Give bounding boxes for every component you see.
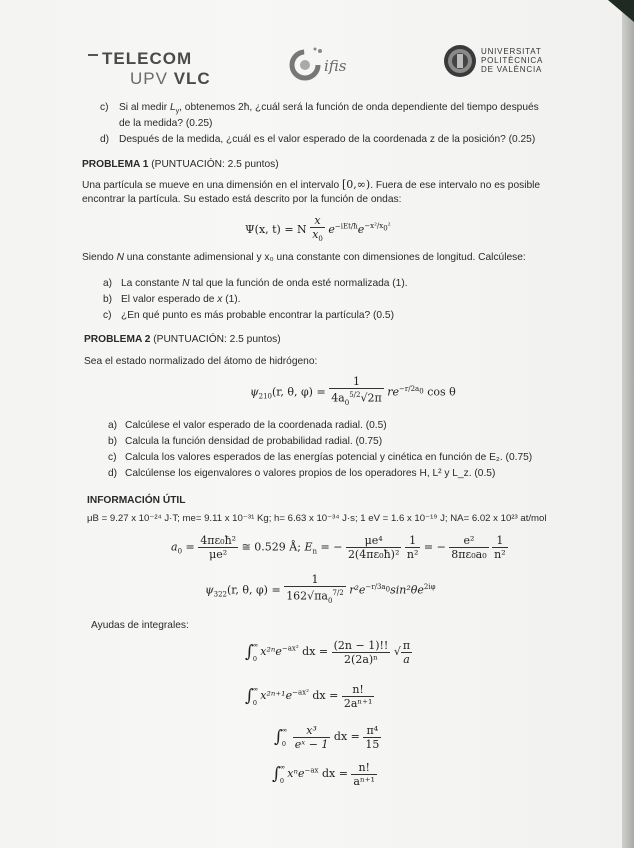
page-corner-shadow [608,0,634,22]
problem-1-item-b-label: b) [103,294,113,305]
bohr-radius-energy-equation: $a_0$ = $\frac{\text{4πε₀ħ²}}{\text{μe²}}$ ≅ 0.529 Å; $E_n$ = − $\frac{\text{μe⁴}}{\text{2(4πε₀ħ)²}}$ $\frac{1}{\text{n²}}$ = − $\frac{\text{e²}}{\text{8πε₀a₀}}$ $\frac{1}{\text{n²}}$ [171,534,506,561]
useful-info-heading: INFORMACIÓN ÚTIL [87,495,186,506]
problem-2-item-c-text: Calcula los valores esperados de las energías potencial y cinética en función de E₂. (0.75) [125,452,533,463]
ifis-logo-text: ifis [324,57,347,75]
integral-4: ∫ ∞ 0 xⁿe$^{-ax}$ dx = $\frac{n!}{\text{aⁿ⁺¹}}$ [272,760,375,788]
problem-1-wavefunction-equation: Ψ(x, t) = N $\frac{x}{x_0}$ $e^{-iEt/ħ}e^{-x^2/x_0^2}$ [245,214,391,244]
page-edge [622,0,634,848]
problem-1-item-c-label: c) [103,310,112,321]
integrals-heading: Ayudas de integrales: [91,620,189,631]
problem-1-heading: PROBLEMA 1 (PUNTUACIÓN: 2.5 puntos) [82,159,279,170]
psi-322-equation: $\psi_{322}(r$, θ, φ) = $\frac{1}{162√\pi a_0^{7/2}}$ $r^2e^{-r/3a_0}\sin^2\theta e^{2i\varphi}$ [205,573,436,605]
telecom-logo-bottom: UPV VLC [130,69,211,88]
intro-item-c-line2: de la medida? (0.25) [119,118,213,129]
integral-1: ∫ ∞ 0 x²ⁿe$^{-ax^2}$ dx = $\frac{(2n - 1)!!}{\text{2(2a)ⁿ}}$ √ $\frac{\pi}{a}$ [245,638,411,666]
problem-2-item-d-text: Calcúlense los eigenvalores o valores propios de los operadores H, L² y L_z. (0.5) [125,468,496,479]
problem-1-item-c-text: ¿En qué punto es más probable encontrar la partícula? (0.5) [121,310,394,321]
upv-logo-text: UNIVERSITAT POLITÈCNICA DE VALÈNCIA [481,47,544,74]
problem-2-item-a-label: a) [108,420,118,431]
problem-1-text-line1: Una partícula se mueve en una dimensión en el intervalo [0,∞). Fuera de ese intervalo no es posible [82,178,541,191]
intro-item-d-label: d) [100,134,110,145]
integral-2: ∫ ∞ 0 $x^{2n+1}e^{-ax^2}$ dx = $\frac{n!}{\text{2aⁿ⁺¹}}$ [245,682,373,710]
problem-2-item-c-label: c) [108,452,117,463]
problem-2-item-a-text: Calcúlese el valor esperado de la coordenada radial. (0.5) [125,420,387,431]
upv-seal-icon [443,44,477,78]
problem-1-text-line2: encontrar la partícula. Su estado está descrito por la función de ondas: [82,194,402,205]
problem-1-definitions: Siendo N una constante adimensional y x₀ una constante con dimensiones de longitud. Calcúlese: [82,252,526,263]
intro-item-c-text: Si al medir $L_y$, obtenemos 2ħ, ¿cuál será la función de onda dependiente del tiempo después [119,102,539,116]
telecom-logo-dash [88,54,98,56]
problem-1-item-a-label: a) [103,278,113,289]
problem-2-item-d-label: d) [108,468,118,479]
problem-2-item-b-label: b) [108,436,118,447]
ifis-logo-icon [288,45,326,83]
intro-item-c-label: c) [100,102,109,113]
problem-2-wavefunction-equation: $\psi_{210}(r$, θ, φ) = $\frac{1}{4a_0^{5/2}√2\pi}$ $re^{-r/2a_0}$ cos θ [250,375,456,407]
telecom-logo-top: TELECOM [102,49,193,68]
useful-info-constants: μB = 9.27 x 10⁻²⁴ J·T; me= 9.11 x 10⁻³¹ Kg; h= 6.63 x 10⁻³⁴ J·s; 1 eV = 1.6 x 10⁻¹⁹ J; NA= 6.02 x 10²³ at/mol [87,513,547,524]
problem-1-item-b-text: El valor esperado de x (1). [121,294,241,305]
problem-2-intro: Sea el estado normalizado del átomo de hidrógeno: [84,356,318,367]
integral-3: ∫ ∞ 0 $\frac{\text{x³}}{\text{eˣ − 1}}$ dx = $\frac{\text{π⁴}}{15}$ [274,723,380,751]
problem-2-item-b-text: Calcula la función densidad de probabilidad radial. (0.75) [125,436,383,447]
problem-1-item-a-text: La constante N tal que la función de onda esté normalizada (1). [121,278,408,289]
problem-2-heading: PROBLEMA 2 (PUNTUACIÓN: 2.5 puntos) [84,334,281,345]
intro-item-d-text: Después de la medida, ¿cuál es el valor esperado de la coordenada z de la posición? (0.25) [119,134,536,145]
